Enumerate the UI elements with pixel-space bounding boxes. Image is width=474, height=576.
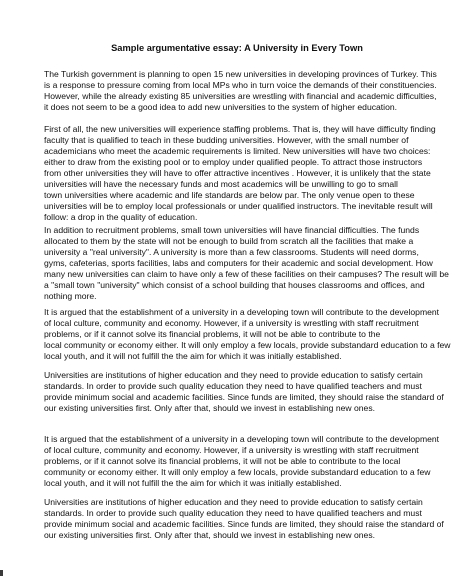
text-line: town universities where academic and life standards are below par. The only venue open to these <box>44 190 415 201</box>
paragraph-7 <box>44 497 444 541</box>
text-line: of local culture, community and economy. However, if a university is wrestling with staff recruitment <box>44 445 419 456</box>
text-line: follow: a drop in the quality of education. <box>44 212 198 223</box>
text-line: Universities are institutions of higher education and they need to provide education to satisfy certain <box>44 370 423 380</box>
text-line: The Turkish government is planning to open 15 new universities in developing provinces of Turkey. This <box>44 69 437 79</box>
paragraph-3 <box>44 225 449 302</box>
text-line: is a response to pressure coming from local MPs who in turn voice the demands of their constituencies. <box>44 80 437 91</box>
text-line: It is argued that the establishment of a university in a developing town will contribute to the development <box>44 307 440 317</box>
paragraph-4 <box>44 307 451 362</box>
text-line: Universities are institutions of higher education and they need to provide education to satisfy certain <box>44 497 423 507</box>
text-line: problems, or if it cannot solve its financial problems, it will not be able to contribute to the local <box>44 456 401 467</box>
paragraph-5 <box>44 370 444 414</box>
text-line: provide minimum social and academic facilities. Since funds are limited, they should raise the standard of <box>44 519 444 530</box>
text-line: It is argued that the establishment of a university in a developing town will contribute to the development <box>44 434 440 444</box>
text-line: faculty that is qualified to teach in these budding universities. However, with the small number of <box>44 135 409 146</box>
text-line: local youth, and it will not fulfill the the aim for which it was initially established. <box>44 351 342 362</box>
text-line: it does not seem to be a good idea to add new universities to the system of higher education. <box>44 102 398 113</box>
text-line: local youth, and it will not fulfill the the aim for which it was initially established. <box>44 478 342 489</box>
paragraph-1 <box>44 69 437 113</box>
text-line: provide minimum social and academic facilities. Since funds are limited, they should raise the standard of <box>44 392 444 403</box>
text-line: a "small town "university" which consist of a school building that houses classrooms and offices, and <box>44 280 425 291</box>
paragraph-2 <box>44 124 436 223</box>
text-line: academicians who meet the academic requirements is limited. New universities will have two choices: <box>44 146 431 157</box>
text-line: standards. In order to provide such quality education they need to have qualified teachers and must <box>44 381 422 392</box>
text-line: of local culture, community and economy. However, if a university is wrestling with staff recruitment <box>44 318 419 329</box>
text-line: nothing more. <box>44 291 97 302</box>
text-line: university a "real university". A university is more than a few classrooms. Students will need dorms, <box>44 247 419 258</box>
text-line: In addition to recruitment problems, small town universities will have financial difficulties. The funds <box>44 225 420 235</box>
document-title: Sample argumentative essay: A University in Every Town <box>111 43 363 53</box>
text-line: standards. In order to provide such quality education they need to have qualified teachers and must <box>44 508 422 519</box>
text-line: First of all, the new universities will experience staffing problems. That is, they will have difficulty finding <box>44 124 436 134</box>
text-line: allocated to them by the state will not be enough to build from scratch all the facilities that make a <box>44 236 414 247</box>
text-line: universities will have the necessary funds and most academics will be unwilling to go to small <box>44 179 398 190</box>
text-line: our existing universities first. Only after that, should we invest in establishing new ones. <box>44 530 376 541</box>
text-line: from other universities they will have to offer attractive incentives . However, it is unlikely that the state <box>44 168 431 179</box>
text-line: However, while the already existing 85 universities are wrestling with financial and academic difficulties, <box>44 91 437 102</box>
text-line: many new universities can claim to have only a few of these facilities on their campuses? The result will be <box>44 269 449 280</box>
text-line: universities will be to employ local professionals or under qualified instructors. The inevitable result will <box>44 201 433 212</box>
page-corner-mark <box>0 570 3 576</box>
text-line: community or economy either. It will only employ a few locals, provide substandard education to a few <box>44 467 431 478</box>
text-line: problems, or if it cannot solve its financial problems, it will not be able to contribute to the <box>44 329 381 340</box>
text-line: local community or economy either. It will only employ a few locals, provide substandard education to a few <box>44 340 451 351</box>
text-line: either to draw from the existing pool or to employ under qualified people. To attract those instructors <box>44 157 423 168</box>
text-line: our existing universities first. Only after that, should we invest in establishing new ones. <box>44 403 376 414</box>
paragraph-6 <box>44 434 439 489</box>
text-line: gyms, cafeterias, sports facilities, labs and computers for their academic and social development. How <box>44 258 433 269</box>
